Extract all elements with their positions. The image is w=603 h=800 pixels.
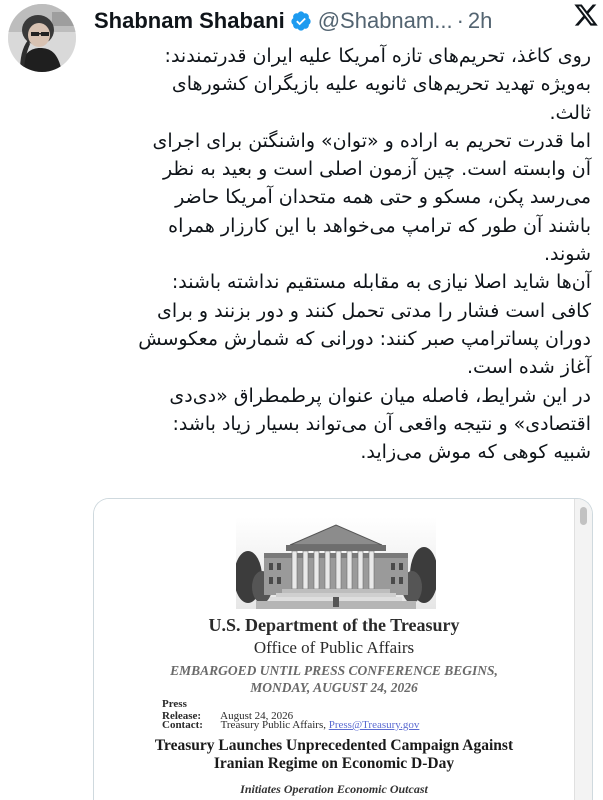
text-line: آن‌ها شاید اصلا نیازی به مقابله مستقیم نداشته باشند: xyxy=(171,271,591,294)
separator-dot: · xyxy=(456,8,464,33)
document-scrollbar[interactable] xyxy=(574,499,592,800)
text-line: می‌رسد پکن، مسکو و حتی همه متحدان آمریکا حاضر xyxy=(175,186,591,209)
contact-label: Contact: xyxy=(162,719,203,731)
timestamp[interactable]: 2h xyxy=(467,8,493,33)
dept-title: U.S. Department of the Treasury xyxy=(208,615,460,635)
text-line: ثالث. xyxy=(549,101,591,124)
text-line: اما قدرت تحریم به اراده و «توان» واشنگتن برای اجرای xyxy=(152,129,591,152)
tweet-paragraph xyxy=(90,268,591,381)
text-line: اقتصادی» و نتیجه واقعی آن می‌تواند بسیار زیاد باشد: xyxy=(172,412,591,435)
text-line: شوند. xyxy=(543,243,591,266)
text-line: کافی است فشار را مدتی تحمل کنند و دور بزنند و برای xyxy=(156,299,591,322)
press-release-date: August 24, 2026 xyxy=(220,710,294,722)
scrollbar-thumb[interactable] xyxy=(580,507,587,525)
text-line: آغاز شده است. xyxy=(466,356,591,379)
text-line: دوران پساترامپ صبر کنند: دورانی که شمارش معکوسش xyxy=(138,327,591,350)
tweet-media-card[interactable] xyxy=(93,498,593,800)
tweet-paragraph xyxy=(90,42,591,127)
verified-badge-icon xyxy=(290,10,312,32)
press-headline xyxy=(94,737,574,773)
text-line: آن وابسته است. چین آزمون اصلی است و بعید به نظر xyxy=(162,158,591,181)
embargo-line: EMBARGOED UNTIL PRESS CONFERENCE BEGINS, xyxy=(170,663,498,678)
embargo-line: MONDAY, AUGUST 24, 2026 xyxy=(250,680,418,695)
press-release-label: Press Release: xyxy=(162,698,202,722)
press-release-document xyxy=(94,499,574,800)
tweet-header xyxy=(94,6,593,36)
contact-value: Treasury Public Affairs, xyxy=(220,719,326,731)
dept-subtitle: Office of Public Affairs xyxy=(253,638,415,657)
text-line: باشند آن طور که ترامپ می‌خواهد با این کارزار همراه xyxy=(168,214,591,237)
embargo-notice xyxy=(94,662,574,696)
tweet-paragraph xyxy=(90,382,591,467)
text-line: شبیه کوهی که موش می‌زاید. xyxy=(360,441,591,464)
contact-row xyxy=(162,719,419,731)
tweet-text xyxy=(90,42,591,466)
author-handle[interactable]: @Shabnam... xyxy=(317,8,453,33)
press-subheadline: Initiates Operation Economic Outcast xyxy=(240,782,428,796)
text-line: به‌ویژه تهدید تحریم‌های ثانویه علیه بازیگران کشورهای xyxy=(171,73,591,96)
avatar-photo xyxy=(8,4,76,72)
tweet-paragraph xyxy=(90,127,591,268)
treasury-building-illustration xyxy=(236,517,436,609)
text-line: روی کاغذ، تحریم‌های تازه آمریکا علیه ایران قدرتمندند: xyxy=(164,45,591,67)
profile-avatar[interactable] xyxy=(8,4,76,72)
text-line: در این شرایط، فاصله میان عنوان پرطمطراق «دی‌دی xyxy=(169,384,591,407)
author-display-name[interactable]: Shabnam Shabani xyxy=(94,8,285,33)
headline-line: Iranian Regime on Economic D-Day xyxy=(213,755,455,772)
contact-email-link[interactable]: Press@Treasury.gov xyxy=(328,719,420,731)
headline-line: Treasury Launches Unprecedented Campaign Against xyxy=(154,737,514,754)
x-logo-icon xyxy=(573,2,599,28)
